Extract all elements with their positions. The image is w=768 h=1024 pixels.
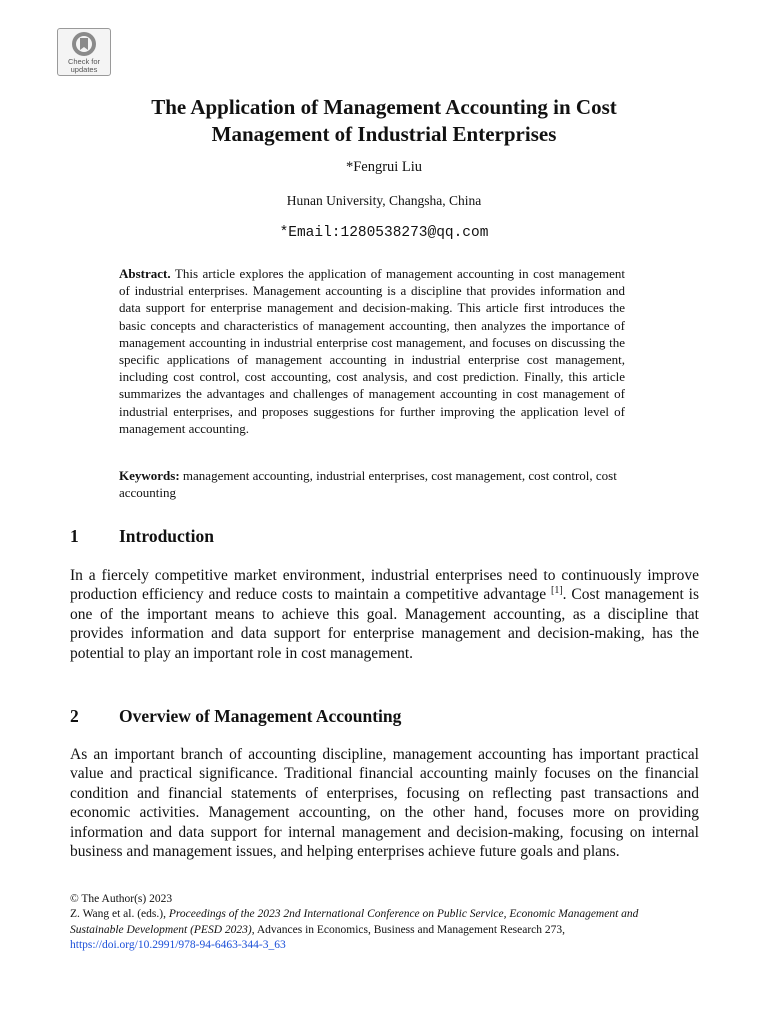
abstract-label: Abstract. [119,266,171,281]
bookmark-circle-icon [70,31,98,57]
check-for-updates-badge[interactable] [57,28,111,76]
intro-text-part2: . Cost management is one of the important means to achieve this goal. Management accounting, as a discipline that provides information and data support for enterprise management and decision-making, has the potential to play an important role in cost management. [70,586,699,662]
citation-ref[interactable]: [1] [551,585,563,597]
section-body-introduction [70,566,699,663]
section-title: Introduction [119,526,214,546]
section-body-overview: As an important branch of accounting discipline, management accounting has important practical value and practical significance. Traditional financial accounting mainly focuses on the financial condition and financial statements of enterprises, focusing on reflecting past transactions and economic activities. Management accounting, on the other hand, focuses more on providing information and data support for internal management and decision-making, focusing on internal business and management issues, and helping enterprises achieve future goals and plans. [70,746,699,861]
abstract [119,265,625,437]
citation-info [70,907,670,938]
author-affiliation: Hunan University, Changsha, China [286,193,482,208]
section-heading-overview [70,706,401,727]
badge-label: Check for updates [67,57,101,74]
section-number: 2 [70,706,79,726]
section-number: 1 [70,526,79,546]
editors: Z. Wang et al. (eds.), [70,908,169,921]
intro-text-part1: In a fiercely competitive market environment, industrial enterprises need to continuously improve production efficiency and reduce costs to maintain a competitive advantage [70,567,699,604]
title-line-2: Management of Industrial Enterprises [211,122,557,146]
copyright-notice: © The Author(s) 2023 [70,893,173,905]
author-name: *Fengrui Liu [345,159,423,175]
footer [70,892,670,954]
series-info: , Advances in Economics, Business and Management Research 273, [251,923,566,936]
abstract-text: This article explores the application of management accounting in cost management of industrial enterprises. Management accounting is a discipline that provides information and data support for enterprise management and decision-making. This article first introduces the basic concepts and characteristics of management accounting, then analyzes the importance of management accounting in industrial enterprise cost management, and focuses on discussing the specific applications of management accounting in industrial enterprise cost management, including cost control, cost accounting, cost analysis, and cost prediction. Finally, this article summarizes the advantages and challenges of management accounting in cost management of industrial enterprises, and proposes suggestions for further improving the application level of management accounting. [119,266,625,436]
title-line-1: The Application of Management Accounting in Cost [151,95,617,119]
paper-title [0,94,768,148]
author-email: *Email:1280538273@qq.com [279,225,489,241]
proceedings-title: Proceedings of the 2023 2nd International Conference on Public Service, Economic Management and Sustainable Development (PESD 2023) [70,908,639,936]
doi-link[interactable]: https://doi.org/10.2991/978-94-6463-344-3_63 [70,939,286,952]
keywords-label: Keywords: [119,468,180,483]
section-heading-introduction [70,526,214,547]
section-title: Overview of Management Accounting [119,706,402,726]
keywords [119,467,625,501]
keywords-text: management accounting, industrial enterprises, cost management, cost control, cost accounting [119,468,617,501]
